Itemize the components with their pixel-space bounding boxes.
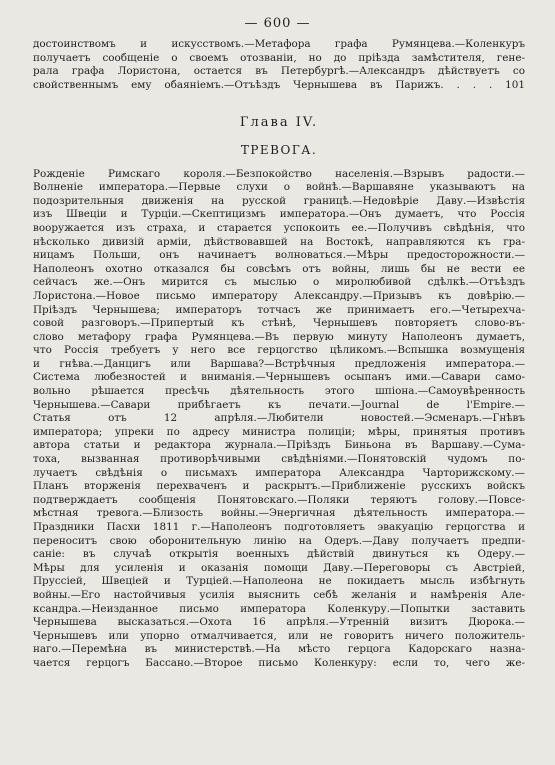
summary-line: нѣсколько дивизій арміи, дѣйствовавшей на Востокѣ, направляются къ гра-	[33, 235, 525, 248]
intro-line: рала графа Лористона, остается въ Петербургѣ.—Александръ дѣйствуетъ со	[33, 65, 525, 78]
chapter-summary	[33, 168, 525, 671]
summary-line: и гнѣва.—Данцигъ или Варшава?—Встрѣчныя предложенія императора.—	[33, 357, 525, 370]
summary-line: Чернышевъ или упорно отмалчивается, или не говоритъ ничего положитель-	[33, 629, 525, 642]
summary-line: сейчасъ же.—Онъ мирится съ мыслью о миролюбивой сдѣлкѣ.—Отъѣздъ	[33, 276, 525, 289]
summary-line: Мѣры для усиленія и оказанія помощи Даву.—Переговоры съ Австріей,	[33, 561, 525, 574]
summary-line: Наполеонъ охотно отказался бы совсѣмъ отъ войны, лишь бы не вести ее	[33, 262, 525, 275]
summary-line: тоха, вызванная противорѣчивыми свѣдѣніями.—Понятовскій чудомъ по-	[33, 453, 525, 466]
summary-line: что Россія требуетъ у него все герцогство цѣликомъ.—Вспышка возмущенія	[33, 344, 525, 357]
summary-line: Прiѣздъ Чернышева; императоръ тотчасъ же принимаетъ его.—Четырехча-	[33, 303, 525, 316]
summary-line: Рожденіе Римскаго короля.—Безпокойство населенія.—Взрывъ радости.—	[33, 167, 525, 180]
summary-line: саніе: въ случаѣ открытія военныхъ дѣйствій двинуться къ Одеру.—	[33, 548, 525, 561]
summary-line: подтверждаетъ сообщенія Понятовскаго.—Поляки теряютъ голову.—Повсе-	[33, 493, 525, 506]
summary-line: наго.—Перемѣна въ министерствѣ.—На мѣсто герцога Кадорскаго назна-	[33, 643, 525, 656]
summary-line: войны.—Его настойчивыя усилія выяснить себѣ желанія и намѣренія Але-	[33, 588, 525, 601]
summary-line: подозрительныя движенія на русской границѣ.—Недовѣріе Даву.—Извѣстія	[33, 194, 525, 207]
summary-line: вольно рѣшается пресѣчь дѣятельность этого шпіона.—Самоувѣренность	[33, 385, 525, 398]
intro-line: достоинствомъ и искусствомъ.—Метафора графа Румянцева.—Коленкуръ	[33, 38, 525, 50]
summary-line: Система любезностей и вниманія.—Чернышевъ осыпанъ ими.—Савари само-	[33, 371, 525, 384]
summary-line: ницамъ Польши, онъ начинаетъ волноваться.—Мѣры предосторожности.—	[33, 249, 525, 262]
summary-line: Планъ вторженія перехваченъ и раскрытъ.—Приближеніе русскихъ войскъ	[33, 480, 525, 493]
summary-line: Чернышева высказаться.—Охота 16 апрѣля.—Утренній визитъ Дюрока.—	[33, 616, 525, 629]
summary-line: Волненіе императора.—Первые слухи о войнѣ.—Варшавяне указываютъ на	[33, 181, 525, 194]
summary-line: Праздники Пасхи 1811 г.—Наполеонъ подготовляетъ эвакуацію герцогства и	[33, 521, 525, 533]
summary-line: чается герцогъ Бассано.—Второе письмо Коленкуру: если то, чего же-	[33, 656, 525, 669]
intro-paragraph	[33, 38, 525, 92]
summary-line: совой разговоръ.—Припертый къ стѣнѣ, Чернышевъ повторяетъ слово-въ-	[33, 317, 525, 330]
intro-line: получаетъ сообщеніе о своемъ отозваніи, но до прiѣзда замѣстителя, гене-	[33, 51, 525, 64]
summary-line: переноситъ свою оборонительную линію на Одеръ.—Даву получаетъ предпи-	[33, 534, 525, 547]
summary-line: Статья отъ 12 апрѣля.—Любители новостей.—Эсменаръ.—Гнѣвъ	[33, 412, 525, 425]
summary-line: Пруссіей, Швеціей и Турціей.—Наполеона не покидаетъ мысль избѣгнуть	[33, 575, 525, 588]
summary-line: вооружается изъ страха, и старается успокоить ее.—Получивъ свѣдѣнія, что	[33, 221, 525, 234]
chapter-title: ТРЕВОГА.	[240, 142, 318, 157]
summary-line: лучаетъ свѣдѣнія о письмахъ императора Александра Чарторижскому.—	[33, 466, 525, 479]
summary-line: мѣстная тревога.—Близость войны.—Энергичная дѣятельность императора.—	[33, 507, 525, 520]
summary-line: изъ Швеціи и Турціи.—Скептицизмъ императора.—Онъ думаетъ, что Россія	[33, 208, 525, 221]
intro-line: свойственнымъ ему обаяніемъ.—Отъѣздъ Чернышева въ Парижъ. . . . 101	[33, 78, 525, 91]
summary-line: автора статьи и редактора журнала.—Прiѣздъ Биньона въ Варшаву.—Сума-	[33, 439, 525, 452]
page-number: — 600 —	[244, 16, 311, 31]
summary-line: Чернышева.—Савари прибѣгаетъ къ печати.—Journal de l'Empire.—	[33, 398, 525, 411]
summary-line: Лористона.—Новое письмо императору Александру.—Призывъ къ довѣрію.—	[33, 289, 525, 302]
summary-line: ксандра.—Неизданное письмо императора Коленкуру.—Попытки заставить	[33, 602, 525, 615]
page-content	[33, 38, 525, 671]
summary-line: слово метафору графа Румянцева.—Въ первую минуту Наполеонъ думаетъ,	[33, 330, 525, 343]
summary-line: императора; упреки по адресу министра полиціи; мѣры, принятыя противъ	[33, 425, 525, 438]
chapter-heading: Глава IV.	[239, 115, 319, 131]
